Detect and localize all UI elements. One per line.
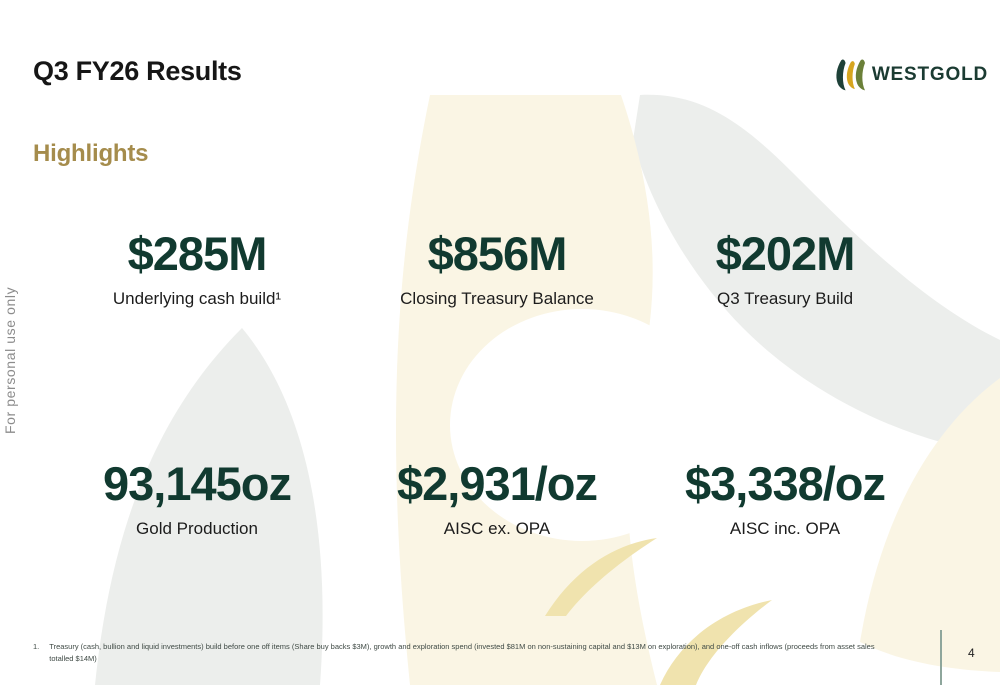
stat-label: AISC ex. OPA bbox=[443, 518, 551, 538]
stat-value: $856M bbox=[427, 227, 567, 280]
stat-label: Closing Treasury Balance bbox=[400, 288, 594, 308]
stat-card-q3-treasury-build bbox=[716, 228, 855, 309]
stat-card-underlying-cash-build bbox=[113, 228, 281, 309]
westgold-logo-text: WESTGOLD bbox=[871, 63, 988, 85]
stat-card-gold-production bbox=[103, 458, 291, 539]
footnote-text: Treasury (cash, bullion and liquid investments) build before one off items (Share buy backs $3M), growth and exploration spend (invested $81M on non-sustaining capital and $13M on exploration), and one-off cash inflows (proceeds from asset sales totalled $14M) bbox=[49, 642, 875, 663]
stat-value: $285M bbox=[127, 227, 267, 280]
stat-card-aisc-ex-opa bbox=[397, 458, 597, 539]
stat-card-closing-treasury-balance bbox=[400, 228, 594, 309]
stat-label: Q3 Treasury Build bbox=[716, 288, 854, 308]
page-number: 4 bbox=[968, 646, 975, 660]
section-heading: Highlights bbox=[33, 140, 149, 167]
footnote-number: 1. bbox=[33, 642, 40, 651]
page-title: Q3 FY26 Results bbox=[33, 56, 242, 86]
westgold-logo bbox=[835, 56, 988, 93]
stat-label: Gold Production bbox=[136, 518, 258, 538]
stat-value: $3,338/oz bbox=[684, 457, 886, 510]
side-watermark-text: For personal use only bbox=[2, 286, 18, 434]
page-number-divider bbox=[940, 630, 942, 685]
stat-value: 93,145oz bbox=[103, 457, 291, 510]
stat-label: Underlying cash build¹ bbox=[112, 288, 282, 308]
stat-card-aisc-inc-opa bbox=[685, 458, 885, 539]
footnote bbox=[33, 641, 891, 664]
stat-label: AISC inc. OPA bbox=[729, 518, 841, 538]
stat-value: $202M bbox=[715, 227, 855, 280]
stat-value: $2,931/oz bbox=[396, 457, 598, 510]
westgold-logo-icon bbox=[835, 56, 865, 93]
